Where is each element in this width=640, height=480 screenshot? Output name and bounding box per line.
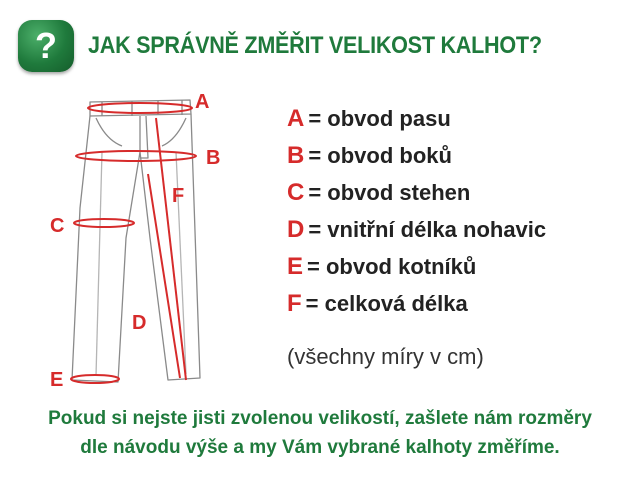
- label-d: D: [132, 312, 147, 334]
- legend-text: = vnitřní délka nohavic: [308, 216, 547, 242]
- label-b: B: [206, 147, 221, 169]
- footer-line-1: Pokud si nejste jisti zvolenou velikostí, zašlete nám rozměry: [48, 408, 592, 429]
- question-icon: [18, 20, 74, 72]
- units-note: (všechny míry v cm): [287, 344, 484, 369]
- legend-letter: A: [287, 104, 305, 132]
- label-f: F: [172, 185, 185, 207]
- legend-text: = obvod kotníků: [307, 253, 477, 279]
- legend-letter: F: [287, 289, 302, 317]
- measurement-legend: [287, 100, 546, 322]
- legend-text: = obvod pasu: [308, 105, 451, 131]
- legend-item-f: [287, 285, 546, 322]
- label-a: A: [195, 91, 210, 113]
- legend-text: = celková délka: [305, 290, 468, 316]
- label-e: E: [50, 369, 64, 391]
- legend-item-e: [287, 248, 546, 285]
- header: [18, 20, 628, 76]
- legend-letter: C: [287, 178, 305, 206]
- question-mark: ?: [35, 25, 57, 66]
- legend-text: = obvod stehen: [308, 179, 471, 205]
- footer-line-2: dle návodu výše a my Vám vybrané kalhoty změříme.: [80, 437, 560, 458]
- legend-item-b: [287, 137, 546, 174]
- footer-note: [0, 404, 640, 462]
- trousers-icon: [40, 88, 240, 398]
- legend-item-c: [287, 174, 546, 211]
- legend-letter: B: [287, 141, 305, 169]
- legend-item-a: [287, 100, 546, 137]
- legend-text: = obvod boků: [308, 142, 452, 168]
- label-c: C: [50, 215, 65, 237]
- legend-letter: E: [287, 252, 304, 280]
- trousers-diagram: [40, 88, 240, 398]
- page-title: JAK SPRÁVNĚ ZMĚŘIT VELIKOST KALHOT?: [88, 32, 542, 59]
- legend-letter: D: [287, 215, 305, 243]
- legend-item-d: [287, 211, 546, 248]
